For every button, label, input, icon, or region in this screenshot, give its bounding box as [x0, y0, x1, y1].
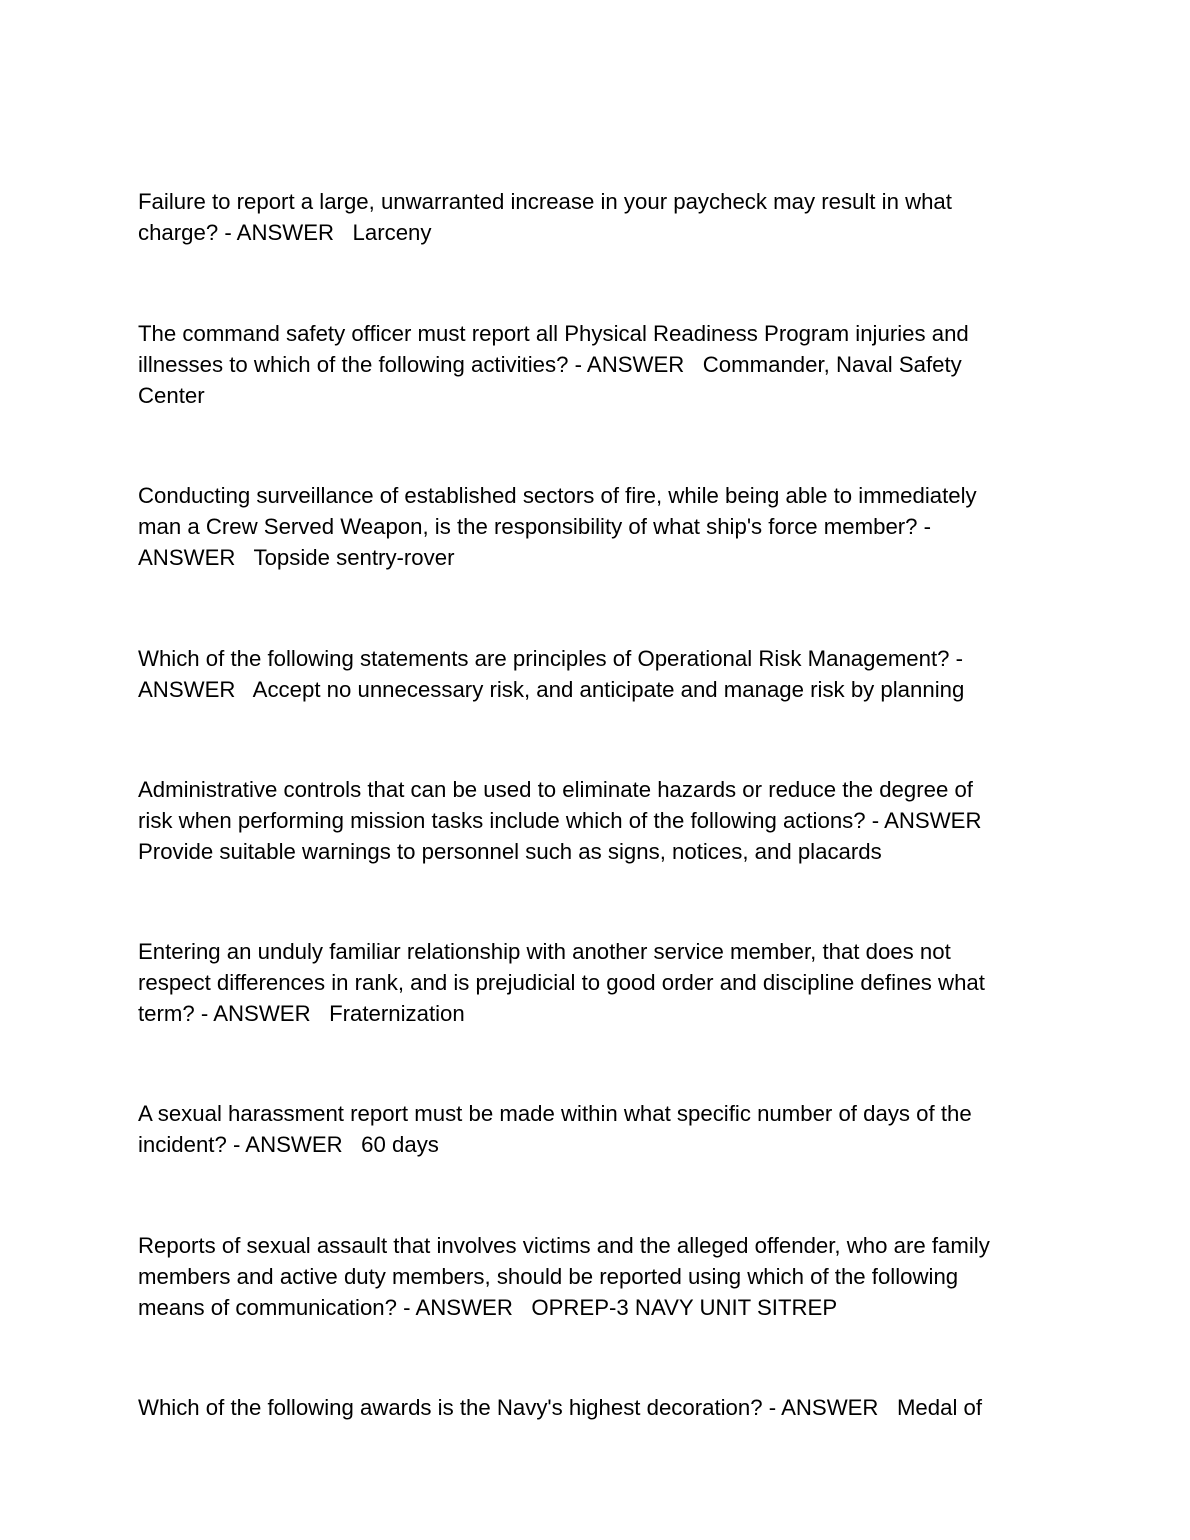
qa-item-administrative-controls: Administrative controls that can be used to eliminate hazards or reduce the degree of risk when performing mission tasks include which of the following actions? - ANSWER Provide suitable warnings to personnel such as signs, notices, and placards	[138, 777, 982, 864]
qa-item-sexual-assault-report: Reports of sexual assault that involves victims and the alleged offender, who are family members and active duty members, should be reported using which of the following means of communication? - ANSWER OPREP-3 NAVY UNIT SITREP	[138, 1233, 990, 1320]
qa-item-safety-center: The command safety officer must report all Physical Readiness Program injuries and illnesses to which of the following activities? - ANSWER Commander, Naval Safety Center	[138, 321, 969, 408]
qa-item-highest-decoration: Which of the following awards is the Navy's highest decoration? - ANSWER Medal of	[138, 1395, 983, 1420]
qa-item-larceny: Failure to report a large, unwarranted increase in your paycheck may result in what charge? - ANSWER Larceny	[138, 189, 952, 245]
qa-item-fraternization: Entering an unduly familiar relationship with another service member, that does not respect differences in rank, and is prejudicial to good order and discipline defines what term? - ANSWER Fraternization	[138, 939, 985, 1026]
qa-item-orm-principles: Which of the following statements are principles of Operational Risk Management? - ANSWER Accept no unnecessary risk, and anticipate and manage risk by planning	[138, 646, 965, 702]
qa-item-sentry-rover: Conducting surveillance of established sectors of fire, while being able to immediately man a Crew Served Weapon, is the responsibility of what ship's force member? - ANSWER Topside sentry-rover	[138, 483, 977, 570]
qa-item-harassment-report: A sexual harassment report must be made within what specific number of days of the incident? - ANSWER 60 days	[138, 1101, 972, 1157]
